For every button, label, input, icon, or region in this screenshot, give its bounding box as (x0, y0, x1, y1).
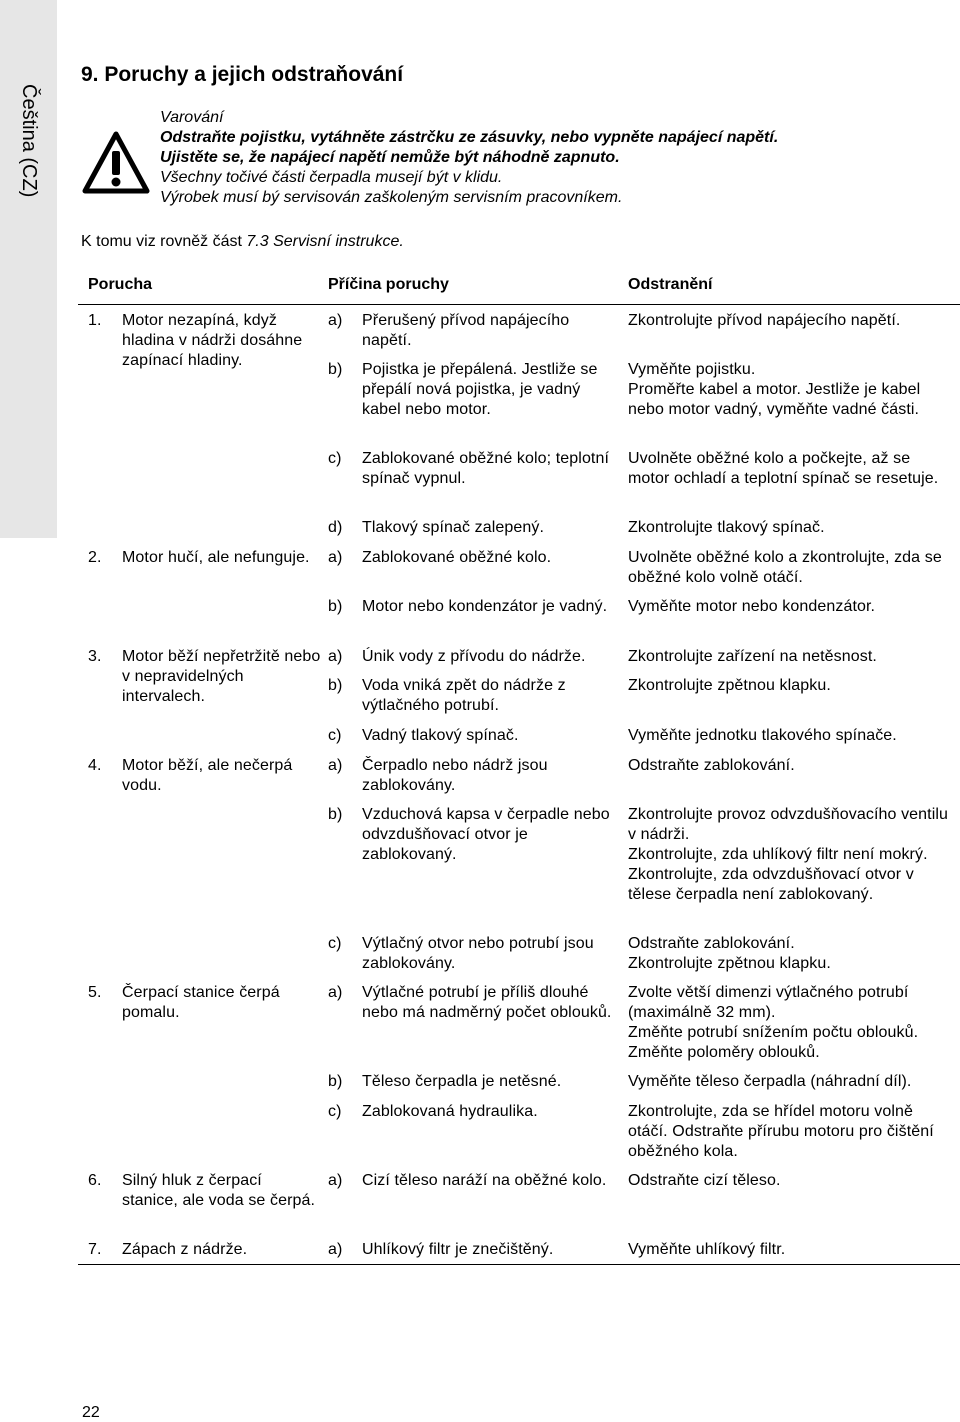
fault-number: 4. (88, 757, 102, 774)
side-tab-label: Čeština (CZ) (18, 84, 40, 198)
remedy-text: Odstraňte zablokování. Zkontrolujte zpětnou klapku. (628, 935, 831, 972)
cause-text: Cizí těleso naráží na oběžné kolo. (362, 1172, 607, 1189)
cause-letter: b) (328, 361, 343, 378)
cause-letter: c) (328, 935, 342, 952)
warning-line: Výrobek musí bý servisován zaškoleným servisním pracovníkem. (160, 189, 623, 206)
remedy-text: Zkontrolujte přívod napájecího napětí. (628, 312, 901, 329)
cause-letter: a) (328, 648, 343, 665)
fault-number: 2. (88, 549, 102, 566)
header-rule (78, 304, 960, 305)
remedy-text: Zkontrolujte tlakový spínač. (628, 519, 825, 536)
remedy-text: Zkontrolujte zařízení na netěsnost. (628, 648, 877, 665)
see-also-reference: 7.3 Servisní instrukce. (246, 233, 404, 250)
remedy-text: Zkontrolujte zpětnou klapku. (628, 677, 831, 694)
cause-text: Zablokované oběžné kolo. (362, 549, 552, 566)
fault-text: Motor běží nepřetržitě nebo v nepravidelných intervalech. (122, 648, 321, 705)
fault-number: 5. (88, 984, 102, 1001)
cause-letter: a) (328, 984, 343, 1001)
remedy-text: Zkontrolujte, zda se hřídel motoru volně otáčí. Odstraňte přírubu motoru pro čištění oběžného kola. (628, 1103, 934, 1160)
cause-letter: c) (328, 1103, 342, 1120)
cause-text: Čerpadlo nebo nádrž jsou zablokovány. (362, 757, 548, 794)
see-also-note (81, 232, 404, 252)
warning-line: Všechny točivé části čerpadla musejí být v klidu. (160, 169, 503, 186)
remedy-text: Uvolněte oběžné kolo a zkontrolujte, zda se oběžné kolo volně otáčí. (628, 549, 942, 586)
remedy-text: Uvolněte oběžné kolo a počkejte, až se motor ochladí a teplotní spínač se resetuje. (628, 450, 939, 487)
remedy-text: Vyměňte těleso čerpadla (náhradní díl). (628, 1073, 912, 1090)
cause-text: Vadný tlakový spínač. (362, 727, 519, 744)
header-cause: Příčina poruchy (328, 276, 449, 293)
cause-letter: a) (328, 1172, 343, 1189)
cause-text: Voda vniká zpět do nádrže z výtlačného potrubí. (362, 677, 566, 714)
cause-text: Zablokovaná hydraulika. (362, 1103, 538, 1120)
cause-text: Motor nebo kondenzátor je vadný. (362, 598, 608, 615)
cause-text: Uhlíkový filtr je znečištěný. (362, 1241, 554, 1258)
cause-text: Únik vody z přívodu do nádrže. (362, 648, 586, 665)
fault-text: Motor hučí, ale nefunguje. (122, 549, 310, 566)
cause-text: Výtlačné potrubí je příliš dlouhé nebo má nadměrný počet oblouků. (362, 984, 612, 1021)
see-also-prefix: K tomu viz rovněž část (81, 233, 247, 250)
cause-text: Pojistka je přepálená. Jestliže se přepálí nová pojistka, je vadný kabel nebo motor. (362, 361, 598, 418)
cause-text: Zablokované oběžné kolo; teplotní spínač vypnul. (362, 450, 610, 487)
cause-letter: a) (328, 757, 343, 774)
fault-number: 3. (88, 648, 102, 665)
cause-text: Vzduchová kapsa v čerpadle nebo odvzdušňovací otvor je zablokovaný. (362, 806, 610, 863)
fault-text: Silný hluk z čerpací stanice, ale voda se čerpá. (122, 1172, 316, 1209)
cause-letter: c) (328, 727, 342, 744)
remedy-text: Vyměňte pojistku. Proměřte kabel a motor. Jestliže je kabel nebo motor vadný, vyměňte vadné části. (628, 361, 921, 418)
cause-letter: a) (328, 549, 343, 566)
cause-text: Výtlačný otvor nebo potrubí jsou zablokovány. (362, 935, 594, 972)
fault-number: 1. (88, 312, 102, 329)
cause-text: Tlakový spínač zalepený. (362, 519, 545, 536)
header-remedy: Odstranění (628, 276, 713, 293)
cause-letter: b) (328, 677, 343, 694)
table-bottom-rule (78, 1264, 960, 1265)
cause-letter: b) (328, 598, 343, 615)
warning-line: Odstraňte pojistku, vytáhněte zástrčku ze zásuvky, nebo vypněte napájecí napětí. (160, 129, 779, 146)
fault-number: 7. (88, 1241, 102, 1258)
cause-letter: a) (328, 312, 343, 329)
cause-letter: b) (328, 806, 343, 823)
fault-number: 6. (88, 1172, 102, 1189)
cause-text: Těleso čerpadla je netěsné. (362, 1073, 562, 1090)
remedy-text: Zkontrolujte provoz odvzdušňovacího ventilu v nádrži. Zkontrolujte, zda uhlíkový filtr není mokrý. Zkontrolujte, zda odvzdušňovací otvor v tělese čerpadla není zablokovaný. (628, 806, 949, 903)
remedy-text: Zvolte větší dimenzi výtlačného potrubí (maximálně 32 mm). Změňte potrubí snížením počtu oblouků. Změňte poloměry oblouků. (628, 984, 919, 1061)
cause-letter: d) (328, 519, 343, 536)
remedy-text: Vyměňte jednotku tlakového spínače. (628, 727, 897, 744)
page-number: 22 (82, 1404, 100, 1421)
side-tab (0, 0, 57, 538)
header-fault: Porucha (88, 276, 153, 293)
fault-text: Čerpací stanice čerpá pomalu. (122, 984, 280, 1021)
cause-text: Přerušený přívod napájecího napětí. (362, 312, 570, 349)
remedy-text: Odstraňte zablokování. (628, 757, 795, 774)
fault-text: Motor nezapíná, když hladina v nádrži dosáhne zapínací hladiny. (122, 312, 303, 369)
remedy-text: Odstraňte cizí těleso. (628, 1172, 781, 1189)
cause-letter: b) (328, 1073, 343, 1090)
warning-block (160, 108, 920, 208)
section-heading: 9. Poruchy a jejich odstraňování (81, 63, 404, 86)
warning-triangle-icon (82, 131, 150, 195)
warning-title: Varování (160, 109, 224, 126)
warning-line: Ujistěte se, že napájecí napětí nemůže být náhodně zapnuto. (160, 149, 620, 166)
remedy-text: Vyměňte uhlíkový filtr. (628, 1241, 786, 1258)
cause-letter: c) (328, 450, 342, 467)
fault-text: Motor běží, ale nečerpá vodu. (122, 757, 293, 794)
table-header (0, 272, 960, 302)
cause-letter: a) (328, 1241, 343, 1258)
fault-text: Zápach z nádrže. (122, 1241, 248, 1258)
remedy-text: Vyměňte motor nebo kondenzátor. (628, 598, 876, 615)
